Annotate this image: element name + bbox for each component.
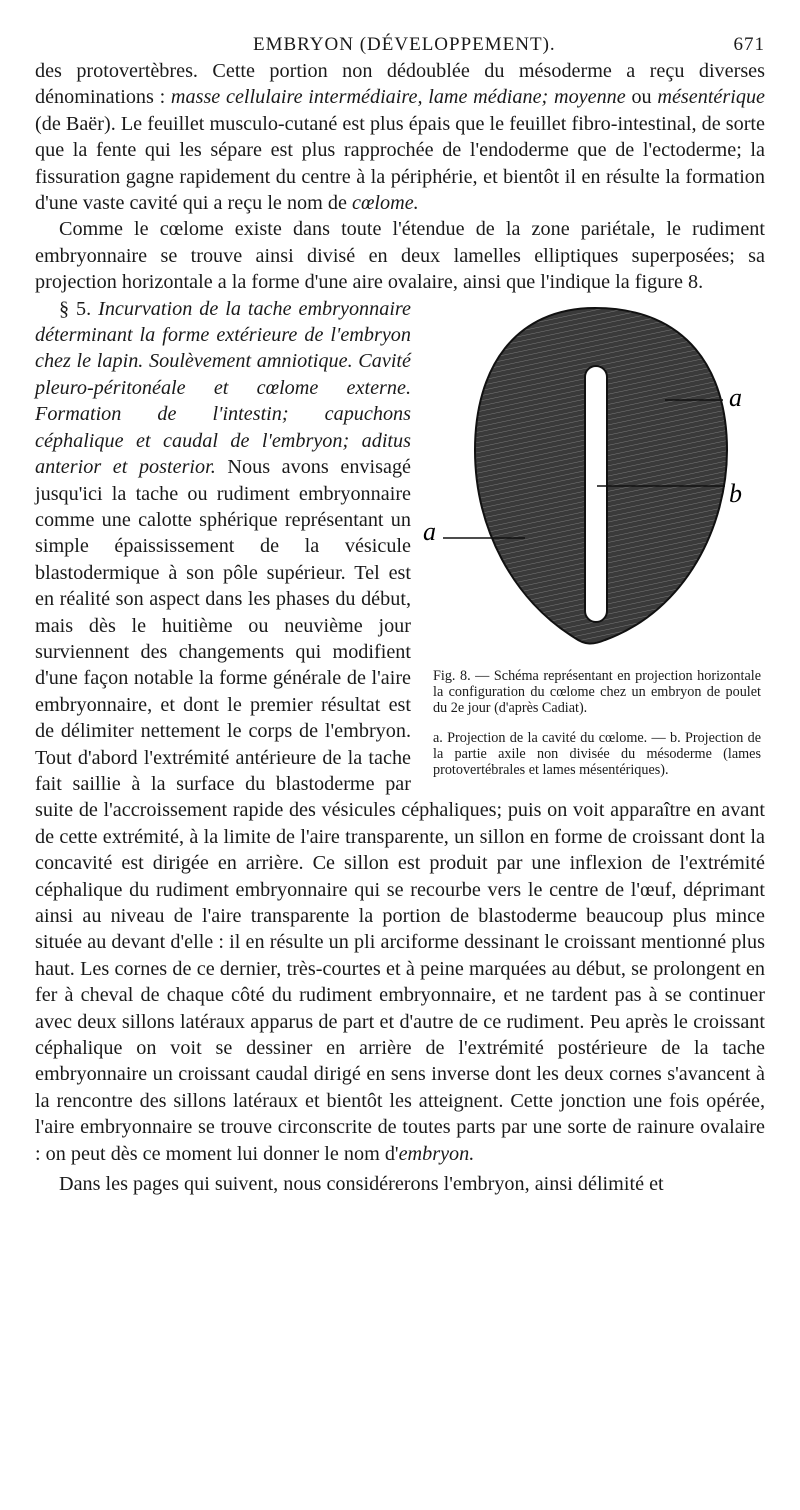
running-head <box>35 28 765 58</box>
p1-italic-a: masse cellulaire intermédiaire, lame médiane; moyenne <box>170 86 626 109</box>
figure-wrap <box>35 216 765 295</box>
p1-italic-c: cœlome. <box>351 192 419 215</box>
p1-text-a: des protovertèbres. Cette portion non dédoublée du mésoderme a reçu diverses dénominations : <box>35 60 765 109</box>
caption-legend: a. Projection de la cavité du cœlome. — b. Projection de la partie axile non divisée du mésoderme (lames protovertébrales et lames mésentériques). <box>433 729 761 778</box>
p1-text-c: (de Baër). Le feuillet musculo-cutané est plus épais que le feuillet fibro-intestinal, de sorte que la fente qui les sépare est plus rapprochée de l'endoderme que de l'ectoderme; la fissuration gagne rapidement du centre à la périphérie, et bientôt il en résulte la formation d'une vaste cavité qui a reçu le nom de <box>35 112 765 215</box>
label-a-left: a <box>423 516 436 546</box>
p4-text: Dans les pages qui suivent, nous considérerons l'embryon, ainsi délimité et <box>59 1173 664 1196</box>
p3-italic-end: embryon. <box>398 1142 475 1165</box>
figure-8 <box>425 300 765 778</box>
p1-italic-b: mésentérique <box>657 86 766 109</box>
label-a-right: a <box>729 382 742 412</box>
axial-slit <box>585 366 607 622</box>
section-mark: § 5. <box>59 297 99 320</box>
p3-text: Nous avons envisagé jusqu'ici la tache ou rudiment embryonnaire comme une calotte sphérique représentant un simple épaississement de la vésicule blastodermique à son pôle supérieur. Tel est en réalité son aspect dans les phases du début, mais dès le huitième ou neuvième jour surviennent des changements qui modifient d'une façon notable la forme générale de l'aire embryonnaire, et dont le premier résultat est de délimiter nettement le corps de l'embryon. Tout d'abord l'extrémité antérieure de la tache fait saillie à la surface du blastoderme par suite de l'accroissement rapide des vésicules céphaliques; puis on voit apparaître en avant de cette extrémité, à la limite de l'aire transparente, un sillon en forme de croissant dont la concavité est dirigée en arrière. Ce sillon est produit par une inflexion de l'extrémité céphalique du rudiment embryonnaire qui se recourbe vers le centre de l'œuf, déprimant ainsi au niveau de l'aire transparente la portion de blastoderme beaucoup plus mince située au devant d'elle : il en résulte un pli arciforme dessinant le croissant mentionné plus haut. Les cornes de ce dernier, très-courtes et à peine marquées au début, se prolongent en fer à cheval de chaque côté du rudiment embryonnaire, et ne tardent pas à se continuer avec deux sillons latéraux apparus de part et d'autre de ce rudiment. Peu après le croissant céphalique on voit se dessiner en arrière de l'extrémité postérieure de la tache embryonnaire un croissant caudal dirigé en sens inverse dont les deux cornes s'avancent à la rencontre des sillons latéraux et bientôt les atteignent. Cette jonction une fois opérée, l'aire embryonnaire se trouve circonscrite de toutes parts par une sorte de rainure ovalaire : on peut dès ce moment lui donner le nom d' <box>35 456 765 1165</box>
float-section <box>35 296 765 1198</box>
paragraph-1 <box>35 58 765 216</box>
p2-text: Comme le cœlome existe dans toute l'étendue de la zone pariétale, le rudiment embryonnaire se trouve ainsi divisé en deux lamelles elliptiques superposées; sa projection horizontale a la forme d'une aire ovalaire, ainsi que l'indique la figure 8. <box>35 218 765 294</box>
paragraph-4 <box>35 1171 765 1197</box>
caption-main: Fig. 8. — Schéma représentant en projection horizontale la configuration du cœlome chez un embryon de poulet du 2e jour (d'après Cadiat). <box>433 667 761 716</box>
page <box>35 28 765 1197</box>
coelome-diagram <box>425 300 765 660</box>
figure-caption <box>433 668 761 778</box>
p1-text-b: ou <box>625 86 658 109</box>
running-title: EMBRYON (DÉVELOPPEMENT). <box>253 34 556 55</box>
paragraph-2-lead <box>35 216 765 295</box>
section-heading: Incurvation de la tache embryonnaire déterminant la forme extérieure de l'embryon chez le lapin. Soulèvement amniotique. Cavité pleuro-péritonéale et cœlome externe. Formation de l'intestin; capuchons céphalique et caudal de l'embryon; aditus anterior et posterior. <box>35 297 411 479</box>
page-number: 671 <box>733 34 765 55</box>
label-b: b <box>729 478 742 508</box>
